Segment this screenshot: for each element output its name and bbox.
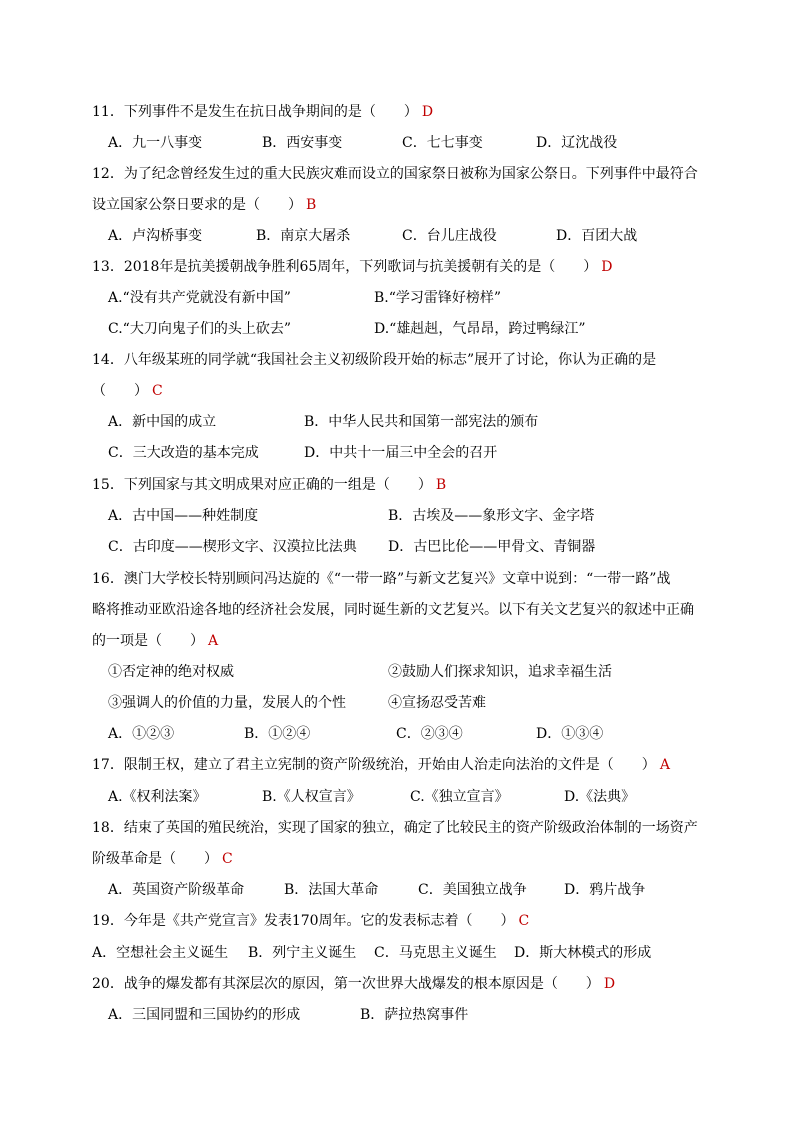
question-13-option-a: A.“没有共产党就没有新中国” bbox=[108, 290, 291, 306]
question-16-answer: A bbox=[208, 633, 219, 649]
question-14-option-b: B．中华人民共和国第一部宪法的颁布 bbox=[304, 414, 539, 430]
question-16-option-c: C．②③④ bbox=[396, 726, 463, 742]
question-15-answer: B bbox=[435, 477, 447, 493]
question-19-option-c: C．马克思主义诞生 bbox=[374, 945, 497, 961]
question-16-stem-line-3: 的一项是（ ） A bbox=[92, 633, 219, 649]
question-15-option-a: A．古中国——种姓制度 bbox=[108, 508, 259, 524]
question-11-option-a: A．九一八事变 bbox=[108, 135, 203, 151]
question-18-option-d: D．鸦片战争 bbox=[564, 882, 646, 898]
question-16-statement-4: ④宣扬忍受苦难 bbox=[388, 695, 486, 711]
question-20-option-a: A．三国同盟和三国协约的形成 bbox=[108, 1007, 301, 1023]
question-18-answer: C bbox=[222, 851, 233, 867]
question-12-stem-line-1: 12．为了纪念曾经发生过的重大民族灾难而设立的国家祭日被称为国家公祭日。下列事件中最符合 bbox=[92, 166, 698, 182]
question-15-option-c: C．古印度——楔形文字、汉漠拉比法典 bbox=[108, 539, 357, 555]
question-18-option-a: A．英国资产阶级革命 bbox=[108, 882, 245, 898]
question-14-stem-line-2: （ ） C bbox=[92, 383, 163, 399]
question-18-stem-line-2: 阶级革命是（ ） C bbox=[92, 851, 233, 867]
question-11-answer: D bbox=[421, 104, 434, 120]
question-13-answer: D bbox=[601, 259, 613, 275]
question-12-answer: B bbox=[306, 197, 317, 213]
question-15-option-d: D．古巴比伦——甲骨文、青铜器 bbox=[388, 539, 596, 555]
question-13-option-b: B.“学习雷锋好榜样” bbox=[374, 290, 502, 306]
question-13-option-c: C.“大刀向鬼子们的头上砍去” bbox=[108, 321, 291, 337]
question-16-stem-line-1: 16．澳门大学校长特别顾问冯达旋的《“一带一路”与新文艺复兴》文章中说到：“一带一路”战 bbox=[92, 571, 671, 587]
question-19-answer: C bbox=[518, 913, 530, 929]
question-16-statement-2: ②鼓励人们探求知识，追求幸福生活 bbox=[388, 664, 612, 680]
question-17-stem: 17．限制王权，建立了君主立宪制的资产阶级统治，开始由人治走向法治的文件是（ ） A bbox=[92, 757, 670, 773]
question-17-option-b: B.《人权宣言》 bbox=[262, 789, 361, 805]
question-16-option-a: A．①②③ bbox=[108, 726, 175, 742]
question-16-option-b: B．①②④ bbox=[244, 726, 311, 742]
question-12-option-c: C．台儿庄战役 bbox=[402, 228, 497, 244]
question-12-option-a: A．卢沟桥事变 bbox=[108, 228, 203, 244]
question-11-option-d: D．辽沈战役 bbox=[536, 135, 618, 151]
question-20-option-b: B．萨拉热窝事件 bbox=[360, 1007, 469, 1023]
question-13-stem: 13．2018年是抗美援朝战争胜利65周年，下列歌词与抗美援朝有关的是（ ） D bbox=[92, 259, 613, 275]
question-13-option-d: D.“雄赳赳，气昂昂，跨过鸭绿江” bbox=[374, 321, 586, 337]
question-11-option-c: C．七七事变 bbox=[402, 135, 483, 151]
question-14-stem-line-1: 14．八年级某班的同学就“我国社会主义初级阶段开始的标志”展开了讨论，你认为正确的是 bbox=[92, 352, 657, 368]
question-17-answer: A bbox=[659, 757, 670, 773]
question-16-stem-line-2: 略将推动亚欧沿途各地的经济社会发展，同时诞生新的文艺复兴。以下有关文艺复兴的叙述中正确 bbox=[92, 602, 694, 618]
question-12-option-b: B．南京大屠杀 bbox=[256, 228, 351, 244]
question-19-option-b: B．列宁主义诞生 bbox=[248, 945, 357, 961]
question-17-option-c: C.《独立宣言》 bbox=[410, 789, 509, 805]
question-15-stem: 15．下列国家与其文明成果对应正确的一组是（ ） B bbox=[92, 477, 447, 493]
question-20-answer: D bbox=[603, 976, 616, 992]
question-18-option-c: C．美国独立战争 bbox=[418, 882, 527, 898]
question-20-stem: 20．战争的爆发都有其深层次的原因，第一次世界大战爆发的根本原因是（ ） D bbox=[92, 976, 616, 992]
question-17-option-a: A.《权利法案》 bbox=[108, 789, 207, 805]
question-14-option-d: D．中共十一届三中全会的召开 bbox=[304, 445, 498, 461]
question-17-option-d: D.《法典》 bbox=[564, 789, 636, 805]
question-19-option-d: D．斯大林模式的形成 bbox=[514, 945, 652, 961]
question-11-stem: 11．下列事件不是发生在抗日战争期间的是（ ） D bbox=[92, 104, 434, 120]
question-16-statement-1: ①否定神的绝对权威 bbox=[108, 664, 234, 680]
question-12-option-d: D．百团大战 bbox=[556, 228, 638, 244]
question-16-option-d: D．①③④ bbox=[536, 726, 604, 742]
question-14-answer: C bbox=[152, 383, 163, 399]
question-12-stem-line-2: 设立国家公祭日要求的是（ ） B bbox=[92, 197, 317, 213]
question-14-option-c: C．三大改造的基本完成 bbox=[108, 445, 259, 461]
question-19-stem: 19．今年是《共产党宣言》发表170周年。它的发表标志着（ ） C bbox=[92, 913, 530, 929]
question-16-statement-3: ③强调人的价值的力量，发展人的个性 bbox=[108, 695, 346, 711]
question-18-stem-line-1: 18．结束了英国的殖民统治，实现了国家的独立，确定了比较民主的资产阶级政治体制的一场资产 bbox=[92, 820, 698, 836]
question-18-option-b: B．法国大革命 bbox=[284, 882, 379, 898]
question-15-option-b: B．古埃及——象形文字、金字塔 bbox=[388, 508, 595, 524]
question-11-option-b: B．西安事变 bbox=[262, 135, 343, 151]
question-19-option-a: A．空想社会主义诞生 bbox=[92, 945, 229, 961]
question-14-option-a: A．新中国的成立 bbox=[108, 414, 217, 430]
